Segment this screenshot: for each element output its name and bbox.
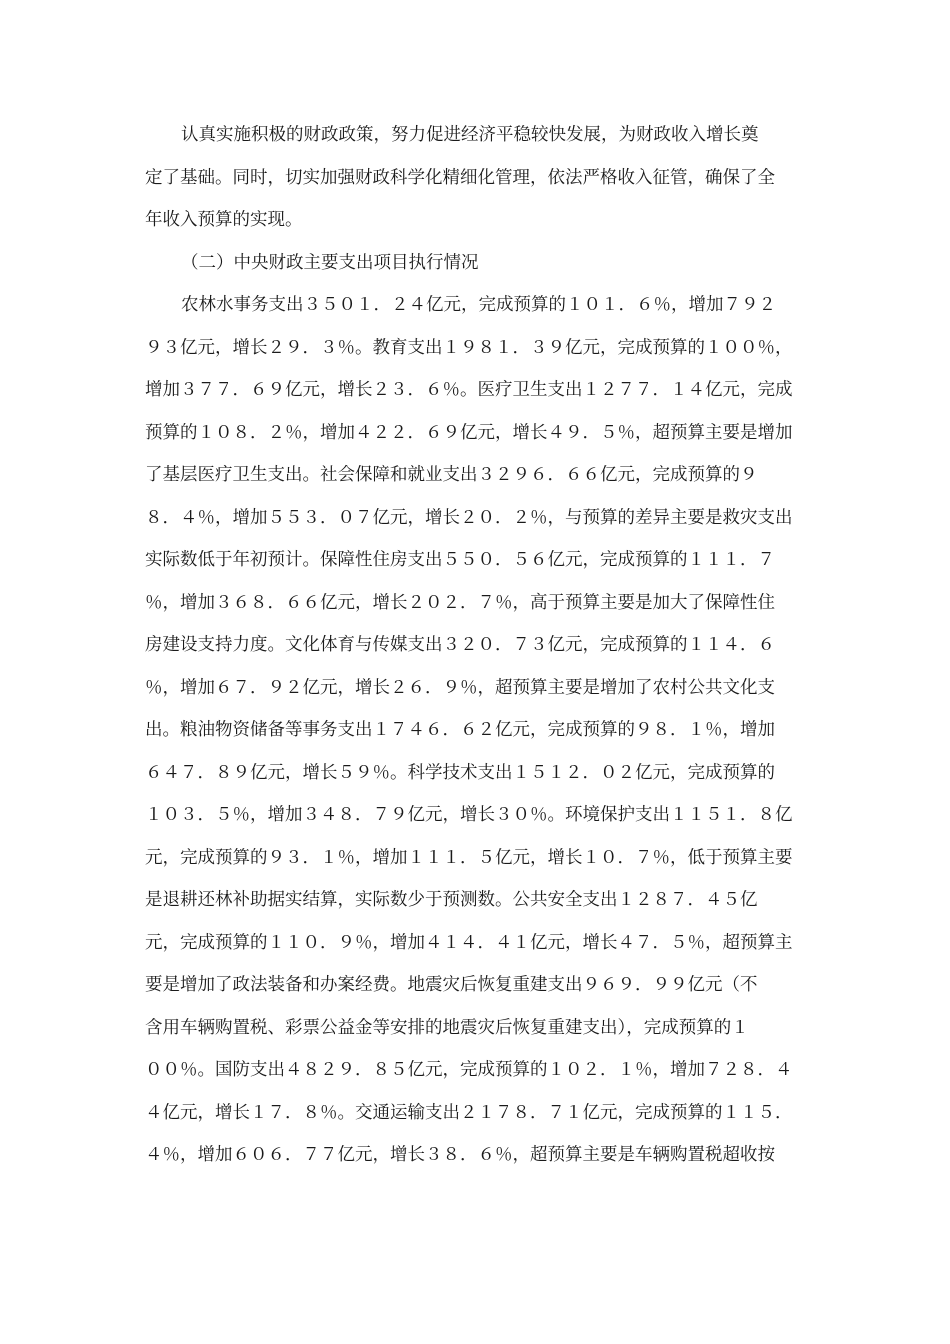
text-line: 年收入预算的实现。 [145, 210, 303, 230]
text-line: 了基层医疗卫生支出。社会保障和就业支出３２９６．６６亿元，完成预算的９ [145, 465, 758, 485]
text-line: ４亿元，增长１７．８％。交通运输支出２１７８．７１亿元，完成预算的１１５． [145, 1102, 793, 1123]
text-line: 农林水事务支出３５０１．２４亿元，完成预算的１０１．６％，增加７９２ [181, 295, 776, 315]
text-line: 定了基础。同时，切实加强财政科学化精细化管理，依法严格收入征管，确保了全 [145, 167, 775, 188]
text-line: 增加３７７．６９亿元，增长２３．６％。医疗卫生支出１２７７．１４亿元，完成 [145, 380, 793, 400]
text-line: 认真实施积极的财政政策，努力促进经济平稳较快发展，为财政收入增长奠 [181, 125, 759, 145]
text-line: ％，增加３６８．６６亿元，增长２０２．７％，高于预算主要是加大了保障性住 [145, 592, 775, 613]
text-line: 预算的１０８．２％，增加４２２．６９亿元，增长４９．５％，超预算主要是增加 [145, 422, 793, 443]
text-line: 出。粮油物资储备等事务支出１７４６．６２亿元，完成预算的９８．１％，增加 [145, 720, 775, 740]
text-line: 是退耕还林补助据实结算，实际数少于预测数。公共安全支出１２８７．４５亿 [145, 890, 758, 910]
section-heading: （二）中央财政主要支出项目执行情况 [181, 252, 479, 273]
text-line: ８．４％，增加５５３．０７亿元，增长２０．２％，与预算的差异主要是救灾支出 [145, 507, 793, 528]
text-line: ４％，增加６０６．７７亿元，增长３８．６％，超预算主要是车辆购置税超收按 [145, 1145, 775, 1165]
text-line: ９３亿元，增长２９．３％。教育支出１９８１．３９亿元，完成预算的１００％， [145, 337, 793, 358]
text-line: ％，增加６７．９２亿元，增长２６．９％，超预算主要是增加了农村公共文化支 [145, 677, 775, 698]
text-line: 元，完成预算的９３．１％，增加１１１．５亿元，增长１０．７％，低于预算主要 [145, 847, 793, 868]
text-line: 含用车辆购置税、彩票公益金等安排的地震灾后恢复重建支出），完成预算的１ [145, 1017, 749, 1038]
text-line: 元，完成预算的１１０．９％，增加４１４．４１亿元，增长４７．５％，超预算主 [145, 932, 793, 953]
body-text [145, 114, 810, 1177]
text-line: 房建设支持力度。文化体育与传媒支出３２０．７３亿元，完成预算的１１４．６ [145, 635, 775, 655]
text-line: 要是增加了政法装备和办案经费。地震灾后恢复重建支出９６９．９９亿元（不 [145, 975, 758, 995]
text-line: １０３．５％，增加３４８．７９亿元，增长３０％。环境保护支出１１５１．８亿 [145, 805, 793, 825]
text-line: 实际数低于年初预计。保障性住房支出５５０．５６亿元，完成预算的１１１．７ [145, 550, 775, 570]
text-line: ６４７．８９亿元，增长５９％。科学技术支出１５１２．０２亿元，完成预算的 [145, 762, 775, 783]
text-line: ００％。国防支出４８２９．８５亿元，完成预算的１０２．１％，增加７２８．４ [145, 1060, 793, 1080]
